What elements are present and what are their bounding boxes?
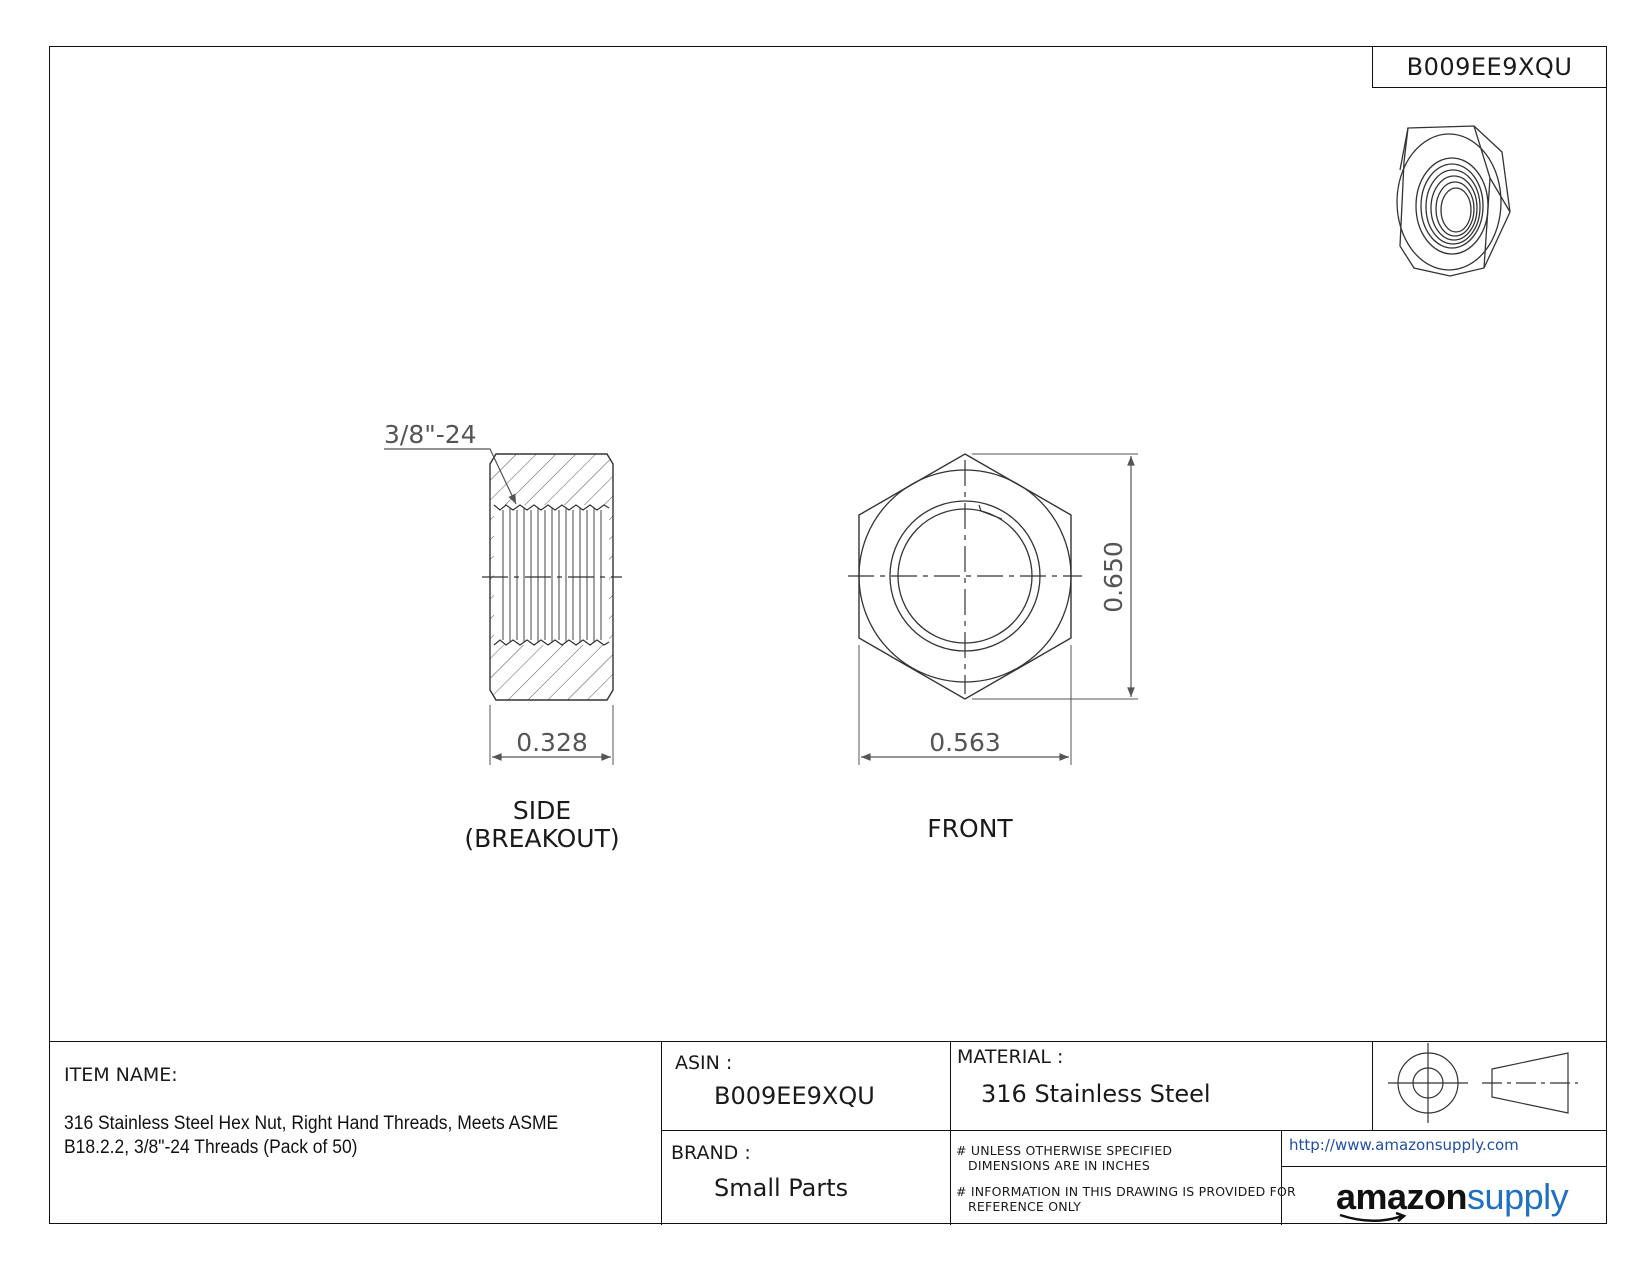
part-number: B009EE9XQU	[1406, 53, 1573, 81]
amazonsupply-logo	[1336, 1176, 1568, 1218]
supplier-url[interactable]: http://www.amazonsupply.com	[1289, 1136, 1519, 1154]
logo-accent-text: supply	[1467, 1176, 1569, 1217]
thread-callout: 3/8"-24	[384, 420, 477, 449]
material-label: MATERIAL :	[957, 1046, 1064, 1068]
item-name-label: ITEM NAME:	[64, 1064, 178, 1086]
brand-value: Small Parts	[714, 1174, 849, 1202]
material-value: 316 Stainless Steel	[981, 1080, 1211, 1108]
reference-note-line1: # INFORMATION IN THIS DRAWING IS PROVIDED FOR	[956, 1184, 1296, 1199]
item-name-value: 316 Stainless Steel Hex Nut, Right Hand Threads, Meets ASME B18.2.2, 3/8"-24 Threads (Pack of 50)	[64, 1113, 559, 1158]
reference-note-line2: REFERENCE ONLY	[968, 1199, 1082, 1214]
side-breakout-view	[384, 420, 622, 765]
logo-smile-icon	[1338, 1212, 1408, 1226]
units-note	[956, 1143, 1172, 1173]
asin-value: B009EE9XQU	[714, 1082, 875, 1110]
front-view-label	[870, 815, 1070, 843]
front-view-label-text: FRONT	[927, 814, 1013, 843]
front-width-dimension: 0.563	[929, 728, 1001, 757]
units-note-line2: DIMENSIONS ARE IN INCHES	[968, 1158, 1150, 1173]
side-view-label-line2: (BREAKOUT)	[464, 824, 620, 853]
logo-main-text: amazon	[1336, 1176, 1468, 1217]
title-block	[49, 1041, 1607, 1225]
front-view	[848, 454, 1138, 765]
asin-label: ASIN :	[675, 1052, 733, 1074]
front-height-dimension: 0.650	[1099, 541, 1128, 613]
units-note-line1: # UNLESS OTHERWISE SPECIFIED	[956, 1143, 1173, 1158]
isometric-nut-view	[1397, 126, 1510, 276]
reference-note	[956, 1184, 1296, 1214]
side-view-label-line1: SIDE	[512, 796, 572, 825]
side-width-dimension: 0.328	[516, 728, 588, 757]
side-view-label	[442, 797, 642, 853]
brand-label: BRAND :	[671, 1142, 751, 1164]
